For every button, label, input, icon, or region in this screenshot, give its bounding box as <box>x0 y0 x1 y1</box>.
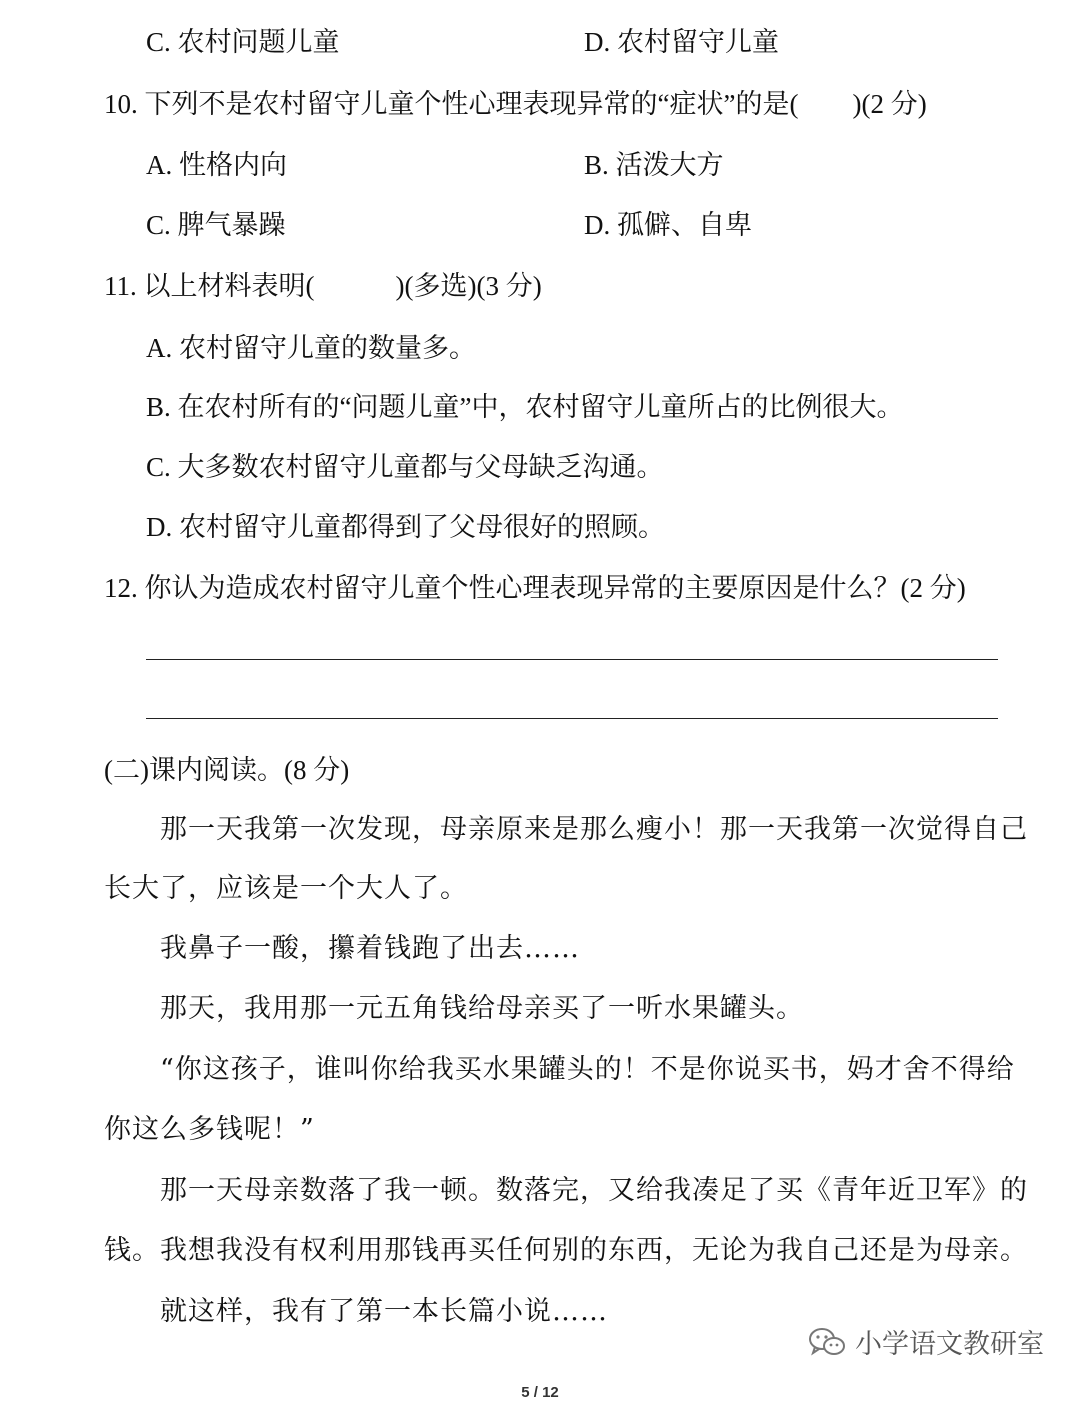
page-number: 5 / 12 <box>521 1384 559 1401</box>
passage-line: 我鼻子一酸，攥着钱跑了出去…… <box>160 933 580 964</box>
q11-option-b: B. 在农村所有的“问题儿童”中，农村留守儿童所占的比例很大。 <box>146 392 904 422</box>
passage-line: 钱。我想我没有权利用那钱再买任何别的东西，无论为我自己还是为母亲。 <box>104 1235 1028 1266</box>
wechat-icon <box>807 1326 847 1358</box>
q10-stem: 10. 下列不是农村留守儿童个性心理表现异常的“症状”的是( )(2 分) <box>104 89 927 119</box>
passage-line: 那一天母亲数落了我一顿。数落完，又给我凑足了买《青年近卫军》的 <box>160 1175 1028 1206</box>
q9-option-d: D. 农村留守儿童 <box>584 27 779 57</box>
q10-option-b: B. 活泼大方 <box>584 150 724 180</box>
q12-stem: 12. 你认为造成农村留守儿童个性心理表现异常的主要原因是什么？(2 分) <box>104 573 966 603</box>
q10-option-d: D. 孤僻、自卑 <box>584 210 752 240</box>
passage-line: 那天，我用那一元五角钱给母亲买了一听水果罐头。 <box>160 993 804 1024</box>
passage-line: 你这么多钱呢！” <box>104 1114 315 1145</box>
watermark-text: 小学语文教研室 <box>855 1329 1044 1360</box>
watermark <box>807 1322 1044 1361</box>
answer-line-2[interactable] <box>146 718 998 719</box>
q11-stem: 11. 以上材料表明( )(多选)(3 分) <box>104 271 542 301</box>
q11-option-a: A. 农村留守儿童的数量多。 <box>146 333 476 363</box>
q11-option-c: C. 大多数农村留守儿童都与父母缺乏沟通。 <box>146 452 664 482</box>
passage-line: 就这样，我有了第一本长篇小说…… <box>160 1296 608 1327</box>
passage-line: 那一天我第一次发现，母亲原来是那么瘦小！那一天我第一次觉得自己 <box>160 814 1028 845</box>
q10-option-a: A. 性格内向 <box>146 150 287 180</box>
passage-line: 长大了，应该是一个大人了。 <box>104 873 468 904</box>
passage-line: “你这孩子，谁叫你给我买水果罐头的！不是你说买书，妈才舍不得给 <box>160 1054 1015 1085</box>
q9-option-c: C. 农村问题儿童 <box>146 27 340 57</box>
answer-line-1[interactable] <box>146 659 998 660</box>
q10-option-c: C. 脾气暴躁 <box>146 210 286 240</box>
q11-option-d: D. 农村留守儿童都得到了父母很好的照顾。 <box>146 512 665 542</box>
section-heading: (二)课内阅读。(8 分) <box>104 755 350 785</box>
